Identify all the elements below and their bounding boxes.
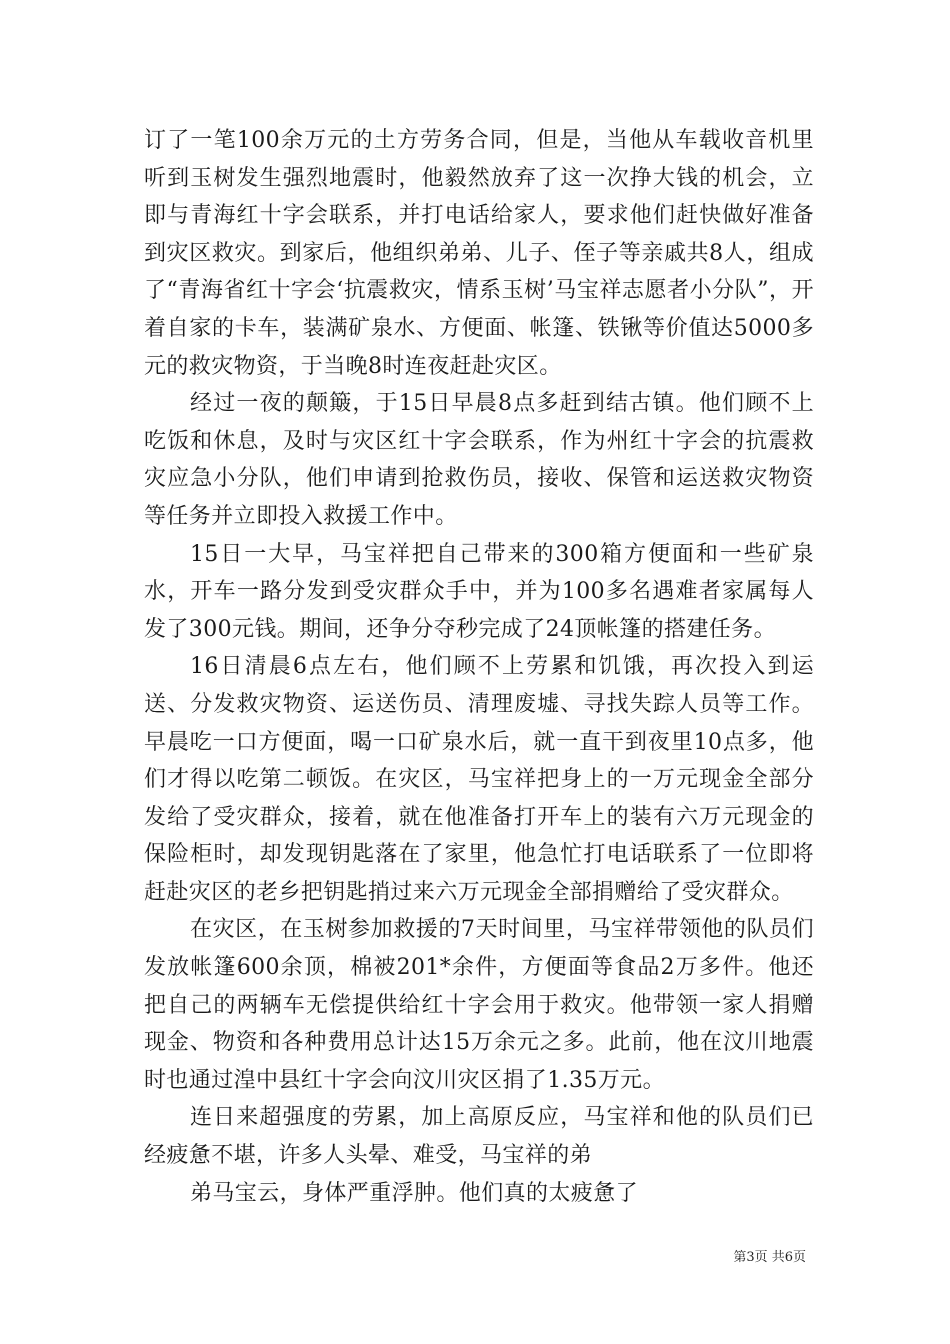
page-number-footer: 第3页 共6页 [733,1250,806,1265]
paragraph-2: 经过一夜的颠簸，于15日早晨8点多赶到结古镇。他们顾不上吃饭和休息，及时与灾区红十字会联系，作为州红十字会的抗震救灾应急小分队，他们申请到抢救伤员，接收、保管和运送救灾物资等任务并立即投入救援工作中。 [144,391,814,529]
paragraph-7: 弟马宝云，身体严重浮肿。他们真的太疲惫了 [190,1180,639,1206]
paragraph-3: 15日一大早，马宝祥把自己带来的300箱方便面和一些矿泉水，开车一路分发到受灾群众手中，并为100多名遇难者家属每人发了300元钱。期间，还争分夺秒完成了24顶帐篷的搭建任务。 [144,541,814,642]
paragraph-6: 连日来超强度的劳累，加上高原反应，马宝祥和他的队员们已经疲惫不堪，许多人头晕、难受，马宝祥的弟 [144,1105,814,1169]
paragraph-1: 订了一笔100余万元的土方劳务合同，但是，当他从车载收音机里听到玉树发生强烈地震时，他毅然放弃了这一次挣大钱的机会，立即与青海红十字会联系，并打电话给家人，要求他们赶快做好准备到灾区救灾。到家后，他组织弟弟、儿子、侄子等亲戚共8人，组成了“青海省红十字会‘抗震救灾，情系玉树’马宝祥志愿者小分队”，开着自家的卡车，装满矿泉水、方便面、帐篷、铁锹等价值达5000多元的救灾物资，于当晚8时连夜赶赴灾区。 [144,128,814,379]
body-text [144,122,814,1212]
paragraph-5: 在灾区，在玉树参加救援的7天时间里，马宝祥带领他的队员们发放帐篷600余顶，棉被201*余件，方便面等食品2万多件。他还把自己的两辆车无偿提供给红十字会用于救灾。他带领一家人捐赠现金、物资和各种费用总计达15万余元之多。此前，他在汶川地震时也通过湟中县红十字会向汶川灾区捐了1.35万元。 [144,917,814,1093]
paragraph-4: 16日清晨6点左右，他们顾不上劳累和饥饿，再次投入到运送、分发救灾物资、运送伤员、清理废墟、寻找失踪人员等工作。早晨吃一口方便面，喝一口矿泉水后，就一直干到夜里10点多，他们才得以吃第二顿饭。在灾区，马宝祥把身上的一万元现金全部分发给了受灾群众，接着，就在他准备打开车上的装有六万元现金的保险柜时，却发现钥匙落在了家里，他急忙打电话联系了一位即将赶赴灾区的老乡把钥匙捎过来六万元现金全部捐赠给了受灾群众。 [144,654,814,905]
